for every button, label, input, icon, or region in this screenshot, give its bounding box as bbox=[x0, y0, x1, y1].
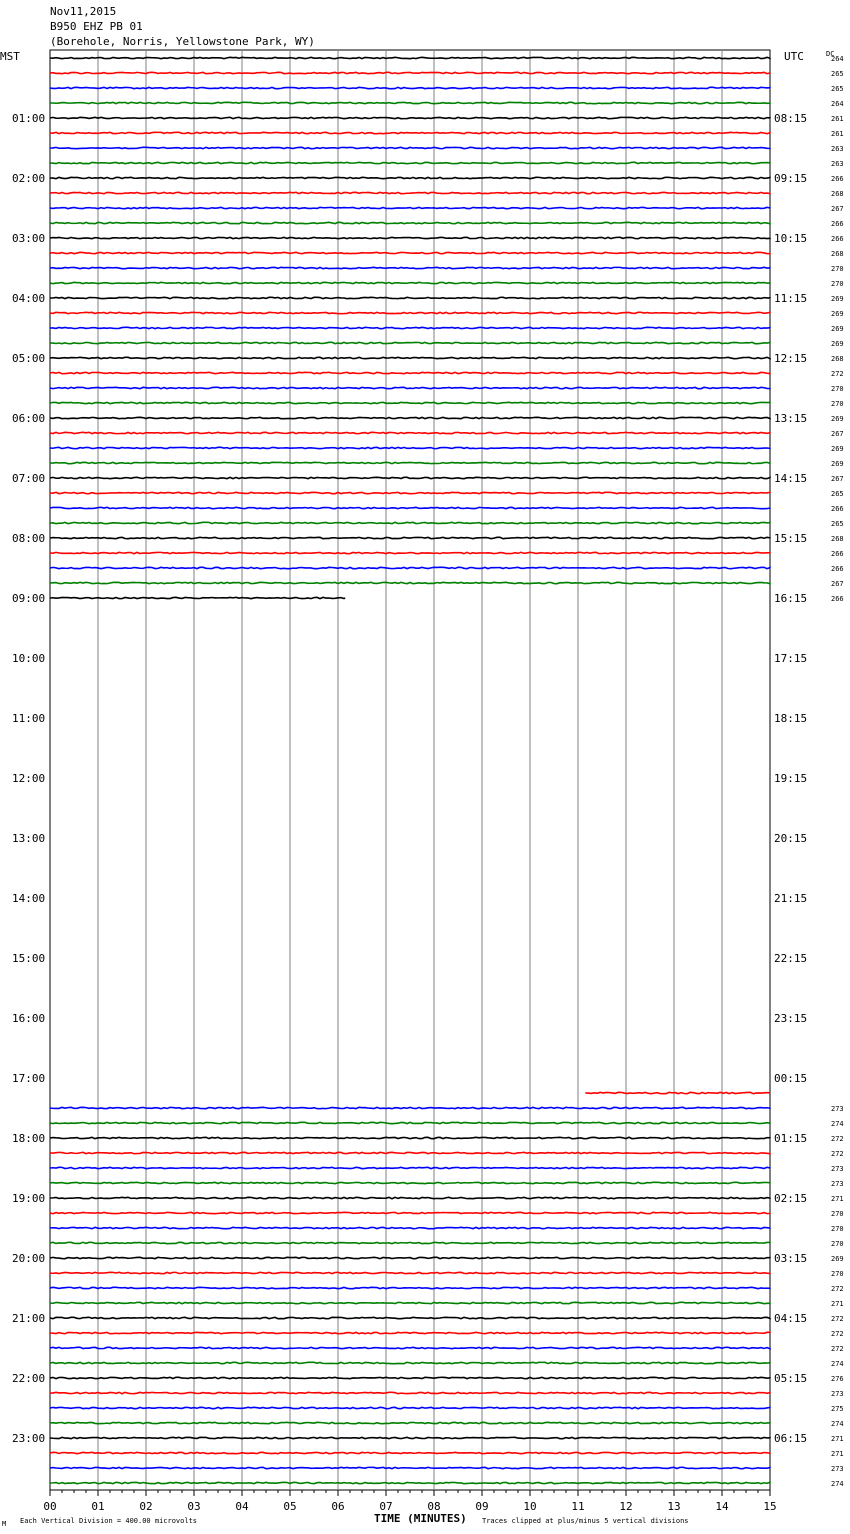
trace-line bbox=[50, 1347, 770, 1348]
trace-line bbox=[50, 147, 770, 148]
dc-value-label: 261 bbox=[831, 115, 844, 123]
trace-line bbox=[50, 1152, 770, 1153]
dc-value-label: 263 bbox=[831, 160, 844, 168]
trace-line bbox=[50, 432, 770, 433]
x-tick-label: 09 bbox=[475, 1500, 489, 1513]
trace-line bbox=[50, 207, 770, 208]
trace-line bbox=[50, 222, 770, 223]
trace-line bbox=[50, 87, 770, 88]
dc-value-label: 269 bbox=[831, 295, 844, 303]
trace-line bbox=[50, 327, 770, 328]
trace-line bbox=[50, 1482, 770, 1483]
trace-line bbox=[50, 1467, 770, 1468]
trace-line bbox=[50, 342, 770, 343]
utc-hour-label: 16:15 bbox=[774, 592, 808, 605]
dc-value-label: 271 bbox=[831, 1450, 844, 1458]
x-tick-label: 06 bbox=[331, 1500, 345, 1513]
trace-line bbox=[50, 447, 770, 448]
mst-hour-label: 08:00 bbox=[12, 532, 46, 545]
trace-line bbox=[50, 1452, 770, 1453]
utc-hour-label: 06:15 bbox=[774, 1432, 808, 1445]
dc-value-label: 275 bbox=[831, 1405, 844, 1413]
utc-hour-label: 19:15 bbox=[774, 772, 808, 785]
dc-value-label: 265 bbox=[831, 490, 844, 498]
mst-hour-label: 05:00 bbox=[12, 352, 46, 365]
mst-hour-label: 14:00 bbox=[12, 892, 46, 905]
trace-line bbox=[50, 417, 770, 418]
x-tick-label: 13 bbox=[667, 1500, 681, 1513]
dc-value-label: 266 bbox=[831, 175, 844, 183]
utc-hour-label: 21:15 bbox=[774, 892, 808, 905]
dc-value-label: 269 bbox=[831, 1255, 844, 1263]
dc-value-label: 270 bbox=[831, 1270, 844, 1278]
dc-value-label: 269 bbox=[831, 415, 844, 423]
dc-value-label: 270 bbox=[831, 400, 844, 408]
dc-value-label: 268 bbox=[831, 250, 844, 258]
dc-value-label: 274 bbox=[831, 1120, 844, 1128]
dc-value-label: 267 bbox=[831, 205, 844, 213]
header-date: Nov11,2015 bbox=[50, 5, 117, 18]
trace-line bbox=[50, 282, 770, 283]
x-axis-label: TIME (MINUTES) bbox=[374, 1512, 467, 1525]
dc-value-label: 273 bbox=[831, 1390, 844, 1398]
utc-hour-label: 02:15 bbox=[774, 1192, 808, 1205]
mst-hour-label: 20:00 bbox=[12, 1252, 46, 1265]
mst-hour-label: 13:00 bbox=[12, 832, 46, 845]
mst-hour-label: 03:00 bbox=[12, 232, 46, 245]
mst-hour-label: 19:00 bbox=[12, 1192, 46, 1205]
x-tick-label: 04 bbox=[235, 1500, 249, 1513]
mst-hour-label: 22:00 bbox=[12, 1372, 46, 1385]
header bbox=[50, 5, 315, 48]
trace-line bbox=[50, 372, 770, 373]
dc-value-label: 267 bbox=[831, 475, 844, 483]
trace-line bbox=[50, 1317, 770, 1318]
trace-line bbox=[50, 1242, 770, 1243]
x-axis bbox=[43, 1490, 776, 1513]
dc-value-label: 274 bbox=[831, 1420, 844, 1428]
trace-line bbox=[50, 357, 770, 358]
x-tick-label: 14 bbox=[715, 1500, 729, 1513]
trace-line bbox=[50, 1362, 770, 1363]
dc-value-label: 273 bbox=[831, 1165, 844, 1173]
utc-hour-label: 08:15 bbox=[774, 112, 808, 125]
mst-hour-label: 07:00 bbox=[12, 472, 46, 485]
trace-line bbox=[50, 1257, 770, 1258]
dc-value-label: 268 bbox=[831, 535, 844, 543]
trace-line bbox=[585, 1092, 770, 1093]
trace-line bbox=[50, 192, 770, 193]
trace-line bbox=[50, 252, 770, 253]
dc-value-label: 276 bbox=[831, 1375, 844, 1383]
trace-line bbox=[50, 537, 770, 538]
x-tick-label: 15 bbox=[763, 1500, 777, 1513]
dc-value-label: 268 bbox=[831, 355, 844, 363]
trace-line bbox=[50, 1332, 770, 1333]
dc-value-label: 271 bbox=[831, 1435, 844, 1443]
trace-line bbox=[50, 132, 770, 133]
dc-value-label: 272 bbox=[831, 1315, 844, 1323]
dc-value-label: 269 bbox=[831, 445, 844, 453]
utc-hour-label: 12:15 bbox=[774, 352, 808, 365]
mst-hour-label: 02:00 bbox=[12, 172, 46, 185]
dc-value-label: 266 bbox=[831, 550, 844, 558]
dc-value-label: 266 bbox=[831, 565, 844, 573]
trace-line bbox=[50, 1392, 770, 1393]
dc-value-label: 266 bbox=[831, 595, 844, 603]
mst-hour-label: 10:00 bbox=[12, 652, 46, 665]
dc-value-label: 271 bbox=[831, 1195, 844, 1203]
mst-axis-label: MST bbox=[0, 50, 20, 63]
utc-hour-label: 03:15 bbox=[774, 1252, 808, 1265]
trace-line bbox=[50, 1137, 770, 1138]
footer bbox=[2, 1512, 689, 1528]
trace-line bbox=[50, 477, 770, 478]
x-tick-label: 07 bbox=[379, 1500, 393, 1513]
dc-value-label: 270 bbox=[831, 1225, 844, 1233]
dc-value-label: 267 bbox=[831, 580, 844, 588]
mst-hour-label: 21:00 bbox=[12, 1312, 46, 1325]
dc-value-label: 269 bbox=[831, 340, 844, 348]
trace-line bbox=[50, 162, 770, 163]
dc-value-label: 266 bbox=[831, 505, 844, 513]
trace-line bbox=[50, 1212, 770, 1213]
trace-line bbox=[50, 1122, 770, 1123]
utc-hour-label: 00:15 bbox=[774, 1072, 808, 1085]
utc-hour-label: 11:15 bbox=[774, 292, 808, 305]
header-location: (Borehole, Norris, Yellowstone Park, WY) bbox=[50, 35, 315, 48]
trace-line bbox=[50, 57, 770, 58]
dc-value-label: 272 bbox=[831, 1150, 844, 1158]
utc-hour-label: 23:15 bbox=[774, 1012, 808, 1025]
trace-line bbox=[50, 552, 770, 553]
trace-line bbox=[50, 462, 770, 463]
dc-value-label: 271 bbox=[831, 1300, 844, 1308]
scale-note: Each Vertical Division = 400.00 microvolts bbox=[20, 1517, 198, 1525]
trace-line bbox=[50, 267, 770, 268]
trace-line bbox=[50, 582, 770, 583]
trace-line bbox=[50, 312, 770, 313]
mst-hour-label: 09:00 bbox=[12, 592, 46, 605]
dc-value-label: 272 bbox=[831, 370, 844, 378]
trace-line bbox=[50, 567, 770, 568]
x-tick-label: 02 bbox=[139, 1500, 153, 1513]
utc-hour-label: 04:15 bbox=[774, 1312, 808, 1325]
utc-hour-label: 09:15 bbox=[774, 172, 808, 185]
mst-hour-label: 01:00 bbox=[12, 112, 46, 125]
utc-hour-label: 17:15 bbox=[774, 652, 808, 665]
dc-value-label: 265 bbox=[831, 520, 844, 528]
trace-line bbox=[50, 177, 770, 178]
trace-line bbox=[50, 1287, 770, 1288]
dc-value-label: 264 bbox=[831, 100, 844, 108]
trace-line bbox=[50, 507, 770, 508]
mst-hour-label: 18:00 bbox=[12, 1132, 46, 1145]
clip-note: Traces clipped at plus/minus 5 vertical divisions bbox=[482, 1517, 689, 1525]
utc-hour-label: 14:15 bbox=[774, 472, 808, 485]
dc-value-label: 266 bbox=[831, 235, 844, 243]
trace-rows bbox=[50, 57, 770, 1483]
dc-value-label: 266 bbox=[831, 220, 844, 228]
dc-value-label: 272 bbox=[831, 1330, 844, 1338]
trace-line bbox=[50, 597, 345, 598]
utc-hour-label: 22:15 bbox=[774, 952, 808, 965]
utc-axis-label: UTC bbox=[784, 50, 804, 63]
mst-hour-label: 04:00 bbox=[12, 292, 46, 305]
mst-hour-labels bbox=[12, 112, 45, 1445]
dc-value-label: 270 bbox=[831, 1210, 844, 1218]
dc-value-label: 274 bbox=[831, 1360, 844, 1368]
utc-hour-label: 20:15 bbox=[774, 832, 808, 845]
trace-line bbox=[50, 1272, 770, 1273]
mst-hour-label: 23:00 bbox=[12, 1432, 46, 1445]
trace-line bbox=[50, 1302, 770, 1303]
x-tick-label: 12 bbox=[619, 1500, 633, 1513]
trace-line bbox=[50, 402, 770, 403]
dc-value-label: 274 bbox=[831, 1480, 844, 1488]
x-tick-label: 11 bbox=[571, 1500, 585, 1513]
utc-hour-labels bbox=[774, 112, 807, 1445]
corner-mark: M bbox=[2, 1520, 7, 1528]
utc-hour-label: 05:15 bbox=[774, 1372, 808, 1385]
x-tick-label: 00 bbox=[43, 1500, 57, 1513]
dc-value-label: 263 bbox=[831, 145, 844, 153]
utc-hour-label: 15:15 bbox=[774, 532, 808, 545]
trace-line bbox=[50, 492, 770, 493]
mst-hour-label: 06:00 bbox=[12, 412, 46, 425]
trace-line bbox=[50, 1182, 770, 1183]
trace-line bbox=[50, 297, 770, 298]
mst-hour-label: 12:00 bbox=[12, 772, 46, 785]
dc-value-label: 265 bbox=[831, 85, 844, 93]
mst-hour-label: 11:00 bbox=[12, 712, 46, 725]
dc-value-label: 269 bbox=[831, 325, 844, 333]
dc-value-label: 273 bbox=[831, 1180, 844, 1188]
dc-value-label: 273 bbox=[831, 1105, 844, 1113]
trace-line bbox=[50, 117, 770, 118]
trace-line bbox=[50, 387, 770, 388]
dc-value-label: 273 bbox=[831, 1465, 844, 1473]
trace-line bbox=[50, 1422, 770, 1423]
dc-value-label: 272 bbox=[831, 1135, 844, 1143]
trace-line bbox=[50, 72, 770, 73]
dc-offset-labels bbox=[831, 55, 844, 1488]
x-tick-label: 01 bbox=[91, 1500, 105, 1513]
mst-hour-label: 17:00 bbox=[12, 1072, 46, 1085]
mst-hour-label: 15:00 bbox=[12, 952, 46, 965]
dc-value-label: 265 bbox=[831, 70, 844, 78]
trace-line bbox=[50, 1107, 770, 1108]
header-station: B950 EHZ PB 01 bbox=[50, 20, 143, 33]
dc-value-label: 270 bbox=[831, 265, 844, 273]
trace-line bbox=[50, 1227, 770, 1228]
trace-line bbox=[50, 1167, 770, 1168]
dc-value-label: 269 bbox=[831, 310, 844, 318]
dc-value-label: 272 bbox=[831, 1285, 844, 1293]
utc-hour-label: 10:15 bbox=[774, 232, 808, 245]
utc-hour-label: 13:15 bbox=[774, 412, 808, 425]
x-tick-label: 03 bbox=[187, 1500, 201, 1513]
utc-hour-label: 18:15 bbox=[774, 712, 808, 725]
x-tick-label: 10 bbox=[523, 1500, 537, 1513]
dc-value-label: 264 bbox=[831, 55, 844, 63]
trace-line bbox=[50, 102, 770, 103]
trace-line bbox=[50, 1197, 770, 1198]
trace-line bbox=[50, 1407, 770, 1408]
trace-line bbox=[50, 1437, 770, 1438]
x-tick-label: 08 bbox=[427, 1500, 441, 1513]
utc-hour-label: 01:15 bbox=[774, 1132, 808, 1145]
dc-value-label: 272 bbox=[831, 1345, 844, 1353]
dc-value-label: 268 bbox=[831, 190, 844, 198]
mst-hour-label: 16:00 bbox=[12, 1012, 46, 1025]
dc-value-label: 269 bbox=[831, 460, 844, 468]
x-tick-label: 05 bbox=[283, 1500, 297, 1513]
dc-label: DC bbox=[826, 50, 835, 58]
dc-value-label: 270 bbox=[831, 280, 844, 288]
trace-line bbox=[50, 237, 770, 238]
dc-value-label: 270 bbox=[831, 1240, 844, 1248]
dc-value-label: 270 bbox=[831, 385, 844, 393]
trace-line bbox=[50, 1377, 770, 1378]
dc-value-label: 261 bbox=[831, 130, 844, 138]
trace-line bbox=[50, 522, 770, 523]
dc-value-label: 267 bbox=[831, 430, 844, 438]
